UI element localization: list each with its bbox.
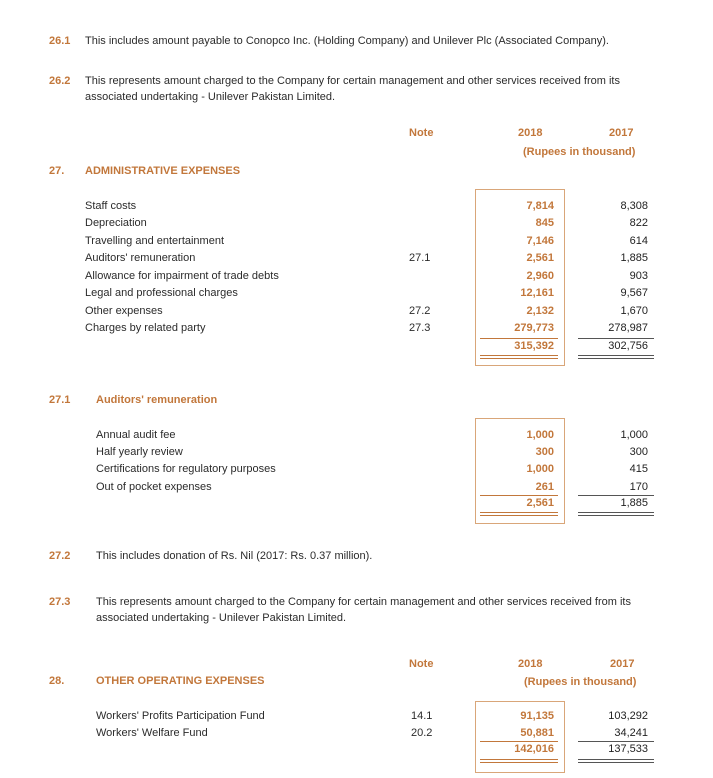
column-header-unit: (Rupees in thousand) [524, 676, 637, 688]
row-label: Annual audit fee [96, 429, 176, 441]
note-number: 27.3 [49, 596, 71, 608]
note-number: 26.2 [49, 75, 71, 87]
section-number: 27.1 [49, 394, 71, 406]
row-label: Certifications for regulatory purposes [96, 463, 276, 475]
column-header-2018: 2018 [518, 658, 543, 670]
total-2018: 315,392 [514, 340, 554, 352]
value-2017: 614 [629, 235, 648, 247]
note-text-line: This represents amount charged to the Company for certain management and other services received from its [96, 596, 631, 608]
value-2017: 903 [629, 270, 648, 282]
total-2017: 302,756 [608, 340, 648, 352]
note-text-line: This represents amount charged to the Company for certain management and other services received from its [85, 75, 620, 87]
total-double-rule [480, 355, 558, 359]
column-header-note: Note [409, 658, 434, 670]
column-header-2017: 2017 [609, 127, 634, 139]
value-2018: 7,146 [526, 235, 554, 247]
value-2018: 91,135 [520, 710, 554, 722]
subtotal-rule [480, 495, 558, 496]
row-label: Allowance for impairment of trade debts [85, 270, 279, 282]
value-2017: 103,292 [608, 710, 648, 722]
row-label: Staff costs [85, 200, 137, 212]
total-2017: 1,885 [620, 497, 648, 509]
value-2018: 7,814 [526, 200, 554, 212]
column-header-2017: 2017 [610, 658, 635, 670]
value-2017: 34,241 [614, 727, 648, 739]
value-2018: 50,881 [520, 727, 554, 739]
value-2018: 300 [535, 446, 554, 458]
row-note: 27.2 [409, 305, 431, 317]
note-number: 26.1 [49, 35, 71, 47]
row-note: 27.1 [409, 252, 431, 264]
subtotal-rule [480, 741, 558, 742]
section-title: OTHER OPERATING EXPENSES [96, 675, 265, 687]
value-2017: 415 [629, 463, 648, 475]
note-text: This includes donation of Rs. Nil (2017: Rs. 0.37 million). [96, 550, 373, 562]
section-title: Auditors' remuneration [96, 394, 218, 406]
subtotal-rule [578, 338, 654, 339]
value-2018: 261 [535, 481, 554, 493]
column-header-2018: 2018 [518, 127, 543, 139]
subtotal-rule [578, 741, 654, 742]
subtotal-rule [578, 495, 654, 496]
value-2017: 1,885 [620, 252, 648, 264]
total-double-rule [578, 759, 654, 763]
row-label: Depreciation [85, 217, 147, 229]
row-label: Workers' Welfare Fund [96, 727, 208, 739]
column-header-note: Note [409, 127, 434, 139]
value-2017: 278,987 [608, 322, 648, 334]
note-number: 27.2 [49, 550, 71, 562]
total-double-rule [578, 512, 654, 516]
row-label: Auditors' remuneration [85, 252, 196, 264]
section-number: 28. [49, 675, 65, 687]
value-2017: 8,308 [620, 200, 648, 212]
value-2017: 1,670 [620, 305, 648, 317]
section-title: ADMINISTRATIVE EXPENSES [85, 165, 241, 177]
value-2017: 822 [629, 217, 648, 229]
value-2018: 1,000 [526, 429, 554, 441]
value-2018: 2,132 [526, 305, 554, 317]
row-label: Travelling and entertainment [85, 235, 225, 247]
subtotal-rule [480, 338, 558, 339]
value-2018: 1,000 [526, 463, 554, 475]
column-header-unit: (Rupees in thousand) [523, 146, 636, 158]
row-label: Workers' Profits Participation Fund [96, 710, 265, 722]
value-2017: 1,000 [620, 429, 648, 441]
total-2018: 142,016 [514, 743, 554, 755]
total-double-rule [480, 759, 558, 763]
value-2017: 170 [629, 481, 648, 493]
value-2018: 279,773 [514, 322, 554, 334]
total-2017: 137,533 [608, 743, 648, 755]
total-double-rule [578, 355, 654, 359]
value-2018: 2,960 [526, 270, 554, 282]
value-2018: 12,161 [520, 287, 554, 299]
note-text: This includes amount payable to Conopco Inc. (Holding Company) and Unilever Plc (Associated Company). [85, 35, 609, 47]
total-2018: 2,561 [526, 497, 554, 509]
row-note: 27.3 [409, 322, 431, 334]
value-2017: 300 [629, 446, 648, 458]
note-text-line: associated undertaking - Unilever Pakistan Limited. [85, 91, 336, 103]
row-label: Legal and professional charges [85, 287, 238, 299]
row-label: Charges by related party [85, 322, 206, 334]
note-text-line: associated undertaking - Unilever Pakistan Limited. [96, 612, 347, 624]
value-2018: 2,561 [526, 252, 554, 264]
row-note: 20.2 [411, 727, 433, 739]
value-2017: 9,567 [620, 287, 648, 299]
total-double-rule [480, 512, 558, 516]
row-note: 14.1 [411, 710, 433, 722]
row-label: Other expenses [85, 305, 163, 317]
section-number: 27. [49, 165, 65, 177]
row-label: Out of pocket expenses [96, 481, 212, 493]
value-2018: 845 [535, 217, 554, 229]
row-label: Half yearly review [96, 446, 183, 458]
